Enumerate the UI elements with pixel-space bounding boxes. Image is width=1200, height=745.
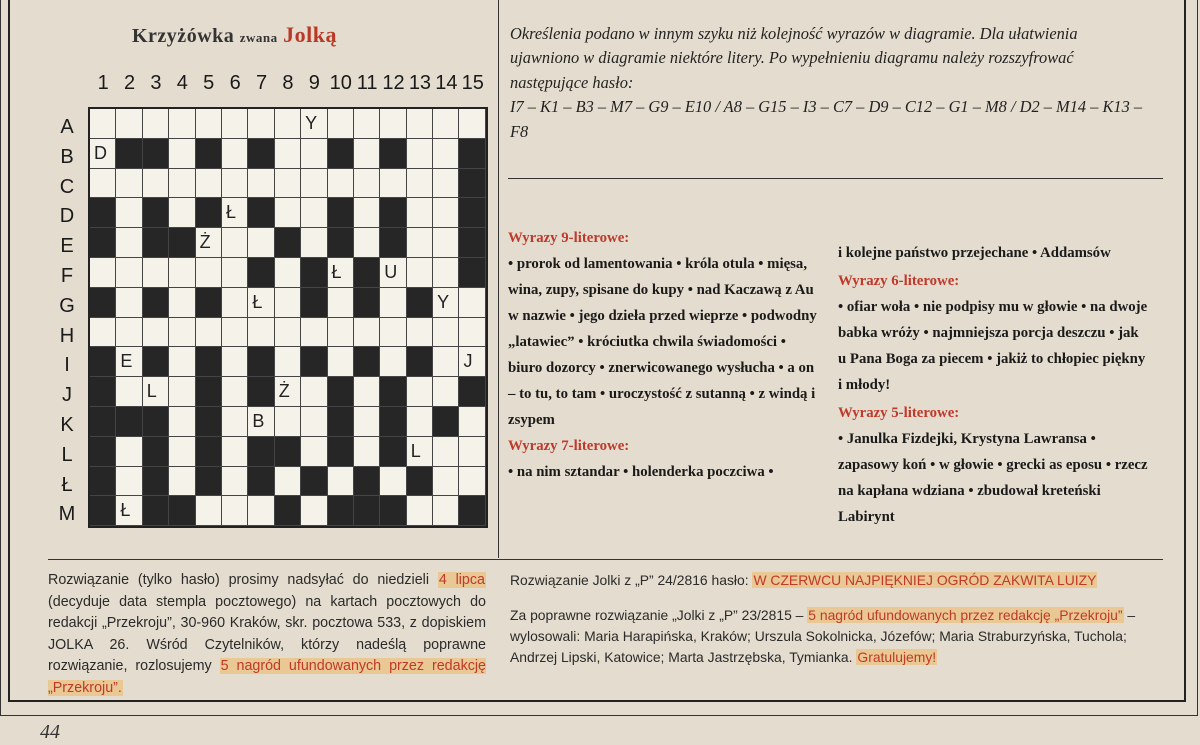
grid-cell[interactable]: [433, 467, 459, 497]
black-cell: [196, 377, 222, 407]
grid-cell[interactable]: [169, 139, 195, 169]
black-cell: [459, 198, 485, 228]
black-cell: [328, 496, 354, 526]
grid-cell[interactable]: [143, 318, 169, 348]
black-cell: [275, 437, 301, 467]
grid-cell[interactable]: L: [407, 437, 433, 467]
grid-cell[interactable]: [433, 347, 459, 377]
black-cell: [90, 288, 116, 318]
grid-cell[interactable]: [354, 169, 380, 199]
grid-cell[interactable]: [354, 198, 380, 228]
clues-column-left: [508, 225, 820, 485]
grid-cell[interactable]: [90, 169, 116, 199]
black-cell: [143, 198, 169, 228]
black-cell: [407, 288, 433, 318]
clues-9-letter: • prorok od lamentowania • króla otula • mięsa, wina, zupy, spisane do kupy • nad Kaczawą z Au w nazwie • jego dzieła przed wieprze • podwodny „latawiec” • króciutka chwila świadomości • biuro dozorcy • znerwicowanego wysłucha • a on – to tu, to tam • uroczystość z sutanną • z windą i zsypem: [508, 256, 817, 428]
grid-cell[interactable]: [301, 437, 327, 467]
grid-cell[interactable]: [196, 169, 222, 199]
grid-cell[interactable]: [380, 288, 406, 318]
black-cell: [275, 228, 301, 258]
grid-cell[interactable]: [169, 437, 195, 467]
column-number: 1: [97, 72, 109, 94]
grid-cell[interactable]: [116, 169, 142, 199]
grid-cell[interactable]: [407, 198, 433, 228]
row-letter: A: [60, 116, 74, 138]
grid-cell[interactable]: [222, 288, 248, 318]
grid-cell[interactable]: [380, 347, 406, 377]
grid-cell[interactable]: [433, 377, 459, 407]
black-cell: [116, 139, 142, 169]
black-cell: [143, 288, 169, 318]
row-letter: D: [59, 205, 75, 228]
column-number: 2: [123, 72, 136, 94]
grid-cell[interactable]: [328, 467, 354, 497]
title-small: zwana: [239, 30, 278, 45]
black-cell: [301, 288, 327, 318]
grid-cell[interactable]: [248, 496, 274, 526]
grid-cell[interactable]: [248, 169, 274, 199]
grid-cell[interactable]: [275, 169, 301, 199]
black-cell: [459, 377, 485, 407]
grid-cell[interactable]: [222, 347, 248, 377]
grid-cell[interactable]: [275, 139, 301, 169]
grid-cell[interactable]: [90, 109, 116, 139]
black-cell: [380, 198, 406, 228]
grid-cell[interactable]: [301, 169, 327, 199]
grid-cell[interactable]: [116, 258, 142, 288]
black-cell: [328, 437, 354, 467]
column-numbers: [90, 72, 486, 94]
column-number: 11: [356, 72, 378, 94]
grid-cell[interactable]: [354, 407, 380, 437]
grid-cell[interactable]: [169, 347, 195, 377]
grid-cell[interactable]: [433, 228, 459, 258]
grid-cell[interactable]: [222, 437, 248, 467]
grid-cell[interactable]: [354, 109, 380, 139]
grid-cell[interactable]: [407, 377, 433, 407]
clues-5-letter: • Janulka Fizdejki, Krystyna Lawransa • zapasowy koń • w głowie • grecki as eposu • rzecz na kapłana wdziana • zbudował kreteński Labirynt: [838, 431, 1148, 525]
heading-7-letter: Wyrazy 7-literowe:: [508, 438, 630, 454]
black-cell: [459, 228, 485, 258]
heading-5-letter: Wyrazy 5-literowe:: [838, 405, 960, 421]
grid-cell[interactable]: [169, 288, 195, 318]
grid-cell[interactable]: [222, 467, 248, 497]
black-cell: [380, 496, 406, 526]
grid-cell[interactable]: [169, 169, 195, 199]
grid-cell[interactable]: [354, 318, 380, 348]
row-letter: E: [60, 235, 74, 258]
congrats: Gratulujemy!: [857, 649, 937, 665]
grid-cell[interactable]: [222, 258, 248, 288]
grid-cell[interactable]: [116, 437, 142, 467]
grid-cell[interactable]: [275, 288, 301, 318]
grid-cell[interactable]: [433, 169, 459, 199]
column-number: 13: [408, 72, 432, 94]
grid-cell[interactable]: [248, 228, 274, 258]
row-letter: C: [59, 175, 75, 198]
prize-highlight: 5 nagród ufundowanych przez redakcję „Przekroju”.: [48, 658, 486, 696]
crossword-title: [132, 22, 337, 48]
previous-answer: W CZERWCU NAJPIĘKNIEJ OGRÓD ZAKWITA LUIZY: [753, 572, 1097, 588]
grid-cell[interactable]: [407, 139, 433, 169]
black-cell: [248, 347, 274, 377]
black-cell: [354, 347, 380, 377]
black-cell: [90, 437, 116, 467]
grid-cell[interactable]: [354, 377, 380, 407]
grid-cell[interactable]: [301, 198, 327, 228]
grid-cell[interactable]: J: [459, 347, 485, 377]
grid-cell[interactable]: [354, 437, 380, 467]
grid-cell[interactable]: [380, 467, 406, 497]
grid-cell[interactable]: [354, 139, 380, 169]
grid-cell[interactable]: [407, 228, 433, 258]
solution-code: I7 – K1 – B3 – M7 – G9 – E10 / A8 – G15 – I3 – C7 – D9 – C12 – G1 – M8 / D2 – M14 – K13 – F8: [510, 97, 1143, 141]
grid-cell[interactable]: [301, 407, 327, 437]
deadline-highlight: 4 lipca: [438, 572, 485, 588]
black-cell: [196, 347, 222, 377]
grid-cell[interactable]: Y: [301, 109, 327, 139]
black-cell: [407, 467, 433, 497]
grid-cell[interactable]: [354, 228, 380, 258]
grid-cell[interactable]: [90, 318, 116, 348]
grid-cell[interactable]: [459, 467, 485, 497]
grid-cell[interactable]: Ł: [116, 496, 142, 526]
row-letter: K: [60, 414, 74, 436]
grid-cell[interactable]: [433, 496, 459, 526]
grid-cell[interactable]: [380, 318, 406, 348]
grid-cell[interactable]: [407, 407, 433, 437]
grid-cell[interactable]: Ł: [222, 198, 248, 228]
black-cell: [248, 139, 274, 169]
black-cell: [328, 228, 354, 258]
grid-cell[interactable]: [459, 407, 485, 437]
grid-cell[interactable]: [116, 228, 142, 258]
grid-cell[interactable]: [196, 258, 222, 288]
black-cell: [380, 377, 406, 407]
grid-cell[interactable]: [116, 318, 142, 348]
instructions-text: Określenia podano w innym szyku niż kolejność wyrazów w diagramie. Dla ułatwienia ujawniono w diagramie niektóre litery. Po wypełnieniu diagramu należy rozszyfrować następujące hasło:: [510, 24, 1078, 92]
grid-cell[interactable]: [433, 318, 459, 348]
heading-9-letter: Wyrazy 9-literowe:: [508, 230, 630, 246]
grid-cell[interactable]: Ł: [248, 288, 274, 318]
grid-cell[interactable]: [143, 169, 169, 199]
grid-cell[interactable]: U: [380, 258, 406, 288]
grid-cell[interactable]: [222, 109, 248, 139]
black-cell: [328, 377, 354, 407]
heading-6-letter: Wyrazy 6-literowe:: [838, 273, 960, 289]
grid-cell[interactable]: [407, 496, 433, 526]
title-accent: Jolką: [283, 22, 338, 47]
black-cell: [248, 467, 274, 497]
grid-cell[interactable]: [433, 258, 459, 288]
black-cell: [90, 467, 116, 497]
black-cell: [459, 496, 485, 526]
row-letter: I: [64, 354, 70, 377]
grid-cell[interactable]: [143, 109, 169, 139]
grid-cell[interactable]: [90, 258, 116, 288]
black-cell: [143, 467, 169, 497]
black-cell: [380, 228, 406, 258]
grid-cell[interactable]: [116, 467, 142, 497]
grid-cell[interactable]: [169, 467, 195, 497]
black-cell: [143, 407, 169, 437]
grid-cell[interactable]: Y: [433, 288, 459, 318]
title-main: Krzyżówka: [132, 25, 235, 47]
previous-solution: Rozwiązanie Jolki z „P” 24/2816 hasło: W CZERWCU NAJPIĘKNIEJ OGRÓD ZAKWITA LUIZY Za poprawne rozwiązanie „Jolki z „P” 23/2815 – 5 nagród ufundowanych przez redakcję „Przekroju” – wylosowali: Maria Harapińska, Kraków; Urszula Sokolnicka, Józefów; Maria Straburzyńska, Tuchola; Andrzej Lipski, Katowice; Marta Jastrzębska, Tymianka. Gratulujemy!: [510, 572, 1136, 665]
column-number: 5: [203, 72, 215, 94]
black-cell: [328, 198, 354, 228]
column-number: 14: [435, 72, 458, 94]
grid-cell[interactable]: [301, 377, 327, 407]
grid-cell[interactable]: [459, 109, 485, 139]
black-cell: [433, 407, 459, 437]
black-cell: [143, 139, 169, 169]
grid-cell[interactable]: [433, 437, 459, 467]
black-cell: [90, 347, 116, 377]
grid-cell[interactable]: [222, 496, 248, 526]
grid-cell[interactable]: [301, 318, 327, 348]
grid-cell[interactable]: Ł: [328, 258, 354, 288]
grid-cell[interactable]: [275, 318, 301, 348]
row-letter: M: [58, 503, 76, 526]
divider-line: [508, 178, 1163, 179]
grid-cell[interactable]: [275, 109, 301, 139]
page-number: 44: [40, 721, 60, 743]
black-cell: [196, 437, 222, 467]
grid-cell[interactable]: [328, 347, 354, 377]
grid-cell[interactable]: [433, 139, 459, 169]
grid-cell[interactable]: L: [143, 377, 169, 407]
grid-cell[interactable]: [169, 258, 195, 288]
black-cell: [143, 437, 169, 467]
black-cell: [143, 228, 169, 258]
grid-cell[interactable]: [380, 109, 406, 139]
black-cell: [354, 258, 380, 288]
row-letters: [52, 114, 82, 554]
grid-cell[interactable]: [196, 318, 222, 348]
black-cell: [354, 496, 380, 526]
black-cell: [301, 467, 327, 497]
clues-7-letter-b: i kolejne państwo przejechane • Addamsów: [838, 245, 1111, 261]
black-cell: [90, 407, 116, 437]
black-cell: [196, 288, 222, 318]
grid-cell[interactable]: [169, 109, 195, 139]
column-number: 12: [382, 72, 405, 94]
black-cell: [354, 288, 380, 318]
black-cell: [459, 169, 485, 199]
column-number: 10: [329, 72, 352, 94]
grid-cell[interactable]: [222, 377, 248, 407]
grid-cell[interactable]: [328, 318, 354, 348]
grid-cell[interactable]: [169, 318, 195, 348]
black-cell: [196, 467, 222, 497]
column-number: 7: [255, 72, 268, 94]
grid-cell[interactable]: [275, 347, 301, 377]
black-cell: [275, 496, 301, 526]
grid-cell[interactable]: [222, 169, 248, 199]
clues-6-letter: • ofiar woła • nie podpisy mu w głowie • na dwoje babka wróży • najmniejsza porcja deszczu • jak u Pana Boga za piecem • jakiż to chłopiec piękny i młody!: [838, 299, 1148, 393]
column-number: 3: [150, 72, 162, 94]
grid-cell[interactable]: [433, 198, 459, 228]
grid-cell[interactable]: [169, 377, 195, 407]
crossword-grid: [88, 107, 488, 528]
grid-cell[interactable]: [407, 169, 433, 199]
black-cell: [196, 407, 222, 437]
grid-cell[interactable]: [407, 258, 433, 288]
grid-cell[interactable]: [222, 228, 248, 258]
grid-cell[interactable]: [275, 198, 301, 228]
grid-cell[interactable]: D: [90, 139, 116, 169]
black-cell: [301, 347, 327, 377]
grid-cell[interactable]: [328, 169, 354, 199]
row-letter: J: [62, 384, 72, 407]
grid-cell[interactable]: [222, 318, 248, 348]
black-cell: [328, 139, 354, 169]
grid-cell[interactable]: [116, 109, 142, 139]
grid-cell[interactable]: [275, 467, 301, 497]
clues-7-letter-a: • na nim sztandar • holenderka poczciwa •: [508, 464, 774, 480]
grid-cell[interactable]: [196, 109, 222, 139]
grid-cell[interactable]: [248, 318, 274, 348]
winners-list: – wylosowali: Maria Harapińska, Kraków; Urszula Sokolnicka, Józefów; Maria Straburzyńska, Tuchola; Andrzej Lipski, Katowice; Marta Jastrzębska, Tymianka.: [510, 607, 1136, 665]
black-cell: [90, 198, 116, 228]
grid-cell[interactable]: [196, 496, 222, 526]
black-cell: [354, 467, 380, 497]
divider-line: [48, 559, 1163, 560]
column-number: 9: [308, 72, 320, 94]
grid-cell[interactable]: [380, 169, 406, 199]
black-cell: [169, 496, 195, 526]
grid-cell[interactable]: [275, 258, 301, 288]
black-cell: [143, 496, 169, 526]
row-letter: L: [61, 443, 73, 466]
grid-cell[interactable]: B: [248, 407, 274, 437]
grid-cell[interactable]: [301, 228, 327, 258]
column-number: 15: [461, 72, 484, 94]
black-cell: [248, 437, 274, 467]
black-cell: [459, 258, 485, 288]
black-cell: [380, 407, 406, 437]
grid-cell[interactable]: Ż: [196, 228, 222, 258]
grid-cell[interactable]: [116, 288, 142, 318]
grid-cell[interactable]: [143, 258, 169, 288]
grid-cell[interactable]: [222, 407, 248, 437]
black-cell: [196, 198, 222, 228]
column-divider: [498, 0, 499, 558]
row-letter: Ł: [61, 473, 73, 496]
prize-highlight: 5 nagród ufundowanych przez redakcję „Przekroju”: [808, 607, 1123, 623]
column-number: 6: [229, 72, 241, 94]
grid-cell[interactable]: [328, 109, 354, 139]
row-letter: F: [60, 265, 74, 287]
black-cell: [90, 496, 116, 526]
grid-cell[interactable]: E: [116, 347, 142, 377]
grid-cell[interactable]: [328, 288, 354, 318]
grid-cell[interactable]: [248, 109, 274, 139]
column-number: 8: [282, 72, 294, 94]
black-cell: [328, 407, 354, 437]
black-cell: [116, 407, 142, 437]
instructions: [510, 22, 1150, 144]
grid-cell[interactable]: [459, 318, 485, 348]
grid-cell[interactable]: [116, 377, 142, 407]
black-cell: [90, 228, 116, 258]
grid-cell[interactable]: [169, 407, 195, 437]
submission-info: Rozwiązanie (tylko hasło) prosimy nadsyłać do niedzieli 4 lipca (decyduje data stempla pocztowego) na kartach pocztowych do redakcji „Przekroju”, 30-960 Kraków, skr. pocztowa 533, z dopiskiem JOLKA 26. Wśród Czytelników, którzy nadeślą poprawne rozwiązanie, rozlosujemy 5 nagród ufundowanych przez redakcję „Przekroju”.: [48, 572, 486, 696]
grid-cell[interactable]: [116, 198, 142, 228]
column-number: 4: [176, 72, 188, 94]
grid-cell[interactable]: [275, 407, 301, 437]
grid-cell[interactable]: Ż: [275, 377, 301, 407]
black-cell: [169, 228, 195, 258]
grid-cell[interactable]: [407, 318, 433, 348]
black-cell: [459, 139, 485, 169]
grid-cell[interactable]: [459, 288, 485, 318]
row-letter: H: [59, 324, 75, 347]
black-cell: [301, 258, 327, 288]
black-cell: [380, 139, 406, 169]
row-letter: G: [59, 294, 75, 317]
black-cell: [248, 377, 274, 407]
black-cell: [380, 437, 406, 467]
row-letter: B: [60, 145, 74, 168]
grid-cell[interactable]: [169, 198, 195, 228]
grid-cell[interactable]: [301, 139, 327, 169]
grid-cell[interactable]: [459, 437, 485, 467]
black-cell: [143, 347, 169, 377]
grid-cell[interactable]: [301, 496, 327, 526]
grid-cell[interactable]: [433, 109, 459, 139]
black-cell: [90, 377, 116, 407]
grid-cell[interactable]: [407, 109, 433, 139]
black-cell: [248, 198, 274, 228]
black-cell: [196, 139, 222, 169]
clues-column-right: [838, 240, 1150, 530]
black-cell: [407, 347, 433, 377]
black-cell: [248, 258, 274, 288]
grid-cell[interactable]: [222, 139, 248, 169]
